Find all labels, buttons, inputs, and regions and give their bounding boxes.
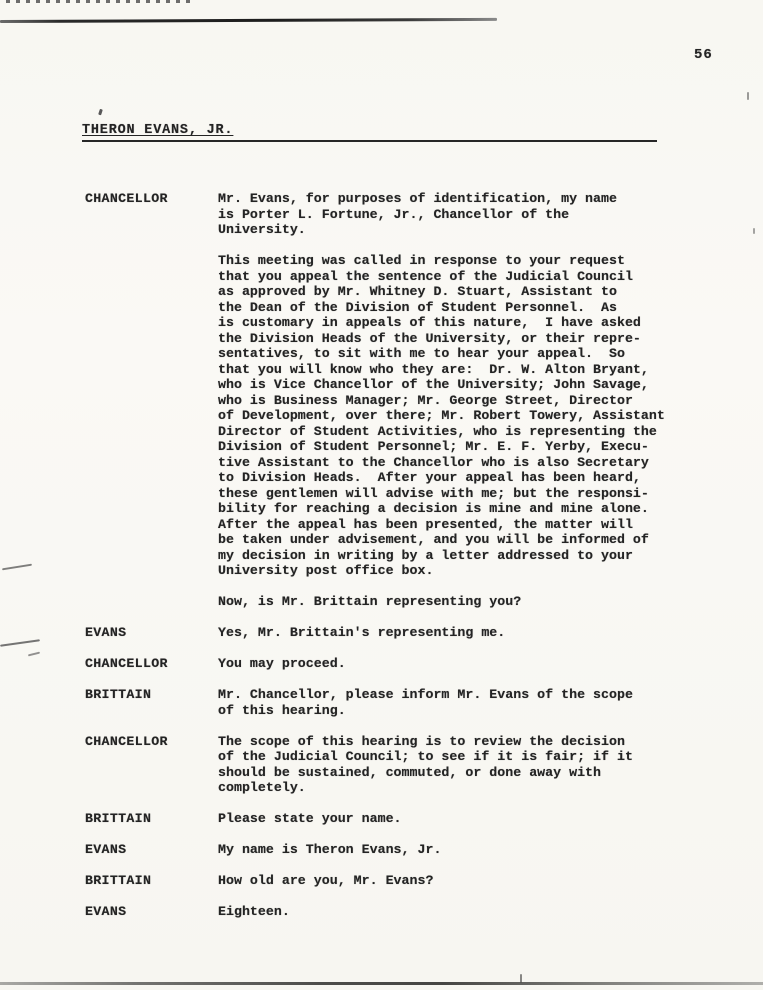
- speech-paragraph: How old are you, Mr. Evans?: [218, 873, 434, 888]
- scan-artifact: [747, 92, 749, 100]
- hearing-transcript: [85, 191, 705, 935]
- page-number: 56: [694, 47, 713, 63]
- speaker-label: CHANCELLOR: [85, 656, 168, 671]
- speech-text: [218, 734, 705, 812]
- speech-paragraph: You may proceed.: [218, 656, 346, 671]
- transcript-entry: [85, 873, 705, 904]
- speaker-label: BRITTAIN: [85, 811, 152, 826]
- speaker-label: BRITTAIN: [85, 873, 152, 888]
- scan-artifact: [753, 228, 755, 234]
- speech-paragraph: The scope of this hearing is to review the decision of the Judicial Council; to see if it is fair; if it should be sustained, commuted, or done away with completely.: [218, 733, 633, 795]
- speech-text: [218, 656, 705, 687]
- speech-text: [218, 904, 705, 935]
- speech-text: [218, 191, 705, 625]
- speech-paragraph: Mr. Chancellor, please inform Mr. Evans of the scope of this hearing.: [218, 687, 633, 718]
- speaker-label: EVANS: [85, 625, 127, 640]
- scan-artifact: [98, 109, 102, 115]
- transcript-entry: [85, 904, 705, 935]
- speech-paragraph: Please state your name.: [218, 811, 402, 826]
- speech-paragraph: My name is Theron Evans, Jr.: [218, 842, 442, 857]
- transcript-entry: [85, 625, 705, 656]
- transcript-entry: [85, 811, 705, 842]
- speech-text: [218, 811, 705, 842]
- speech-text: [218, 842, 705, 873]
- bottom-horizontal-rule: [0, 982, 763, 985]
- transcript-entry: [85, 656, 705, 687]
- speech-paragraph: Mr. Evans, for purposes of identification, my name is Porter L. Fortune, Jr., Chancellor of the University.: [218, 191, 617, 237]
- speech-paragraph: Eighteen.: [218, 904, 290, 919]
- speech-text: [218, 625, 705, 656]
- speaker-label: CHANCELLOR: [85, 733, 168, 749]
- speech-paragraph: This meeting was called in response to your request that you appeal the sentence of the Judicial Council as approved by Mr. Whitney D. Stuart, Assistant to the Dean of the Division of Student Personnel. As is customary in appeals of this nature, I have asked the Division Heads of the University, or their repre- sentatives, to sit with me to hear your appeal. So that you will know who they are: Dr. W. Alton Bryant, who is Vice Chancellor of the University; John Savage, who is Business Manager; Mr. George Street, Director of Development, over there; Mr. Robert Towery, Assistant Director of Student Activities, who is representing the Division of Student Personnel; Mr. E. F. Yerby, Execu- tive Assistant to the Chancellor who is also Secretary to Division Heads. After your appeal has been heard, these gentlemen will advise with me; but the responsi- bility for reaching a decision is mine and mine alone. After the appeal has been presented, the matter will be taken under advisement, and you will be informed of my decision in writing by a letter addressed to your University post office box.: [218, 253, 665, 578]
- transcript-entry: [85, 687, 705, 734]
- transcript-entry: [85, 734, 705, 812]
- transcript-entry: [85, 191, 705, 625]
- speech-paragraph: Yes, Mr. Brittain's representing me.: [218, 625, 506, 640]
- transcript-entry: [85, 842, 705, 873]
- document-heading: THERON EVANS, JR.: [82, 123, 657, 142]
- scan-edge-dots: [6, 0, 196, 3]
- speech-paragraph: Now, is Mr. Brittain representing you?: [218, 594, 522, 609]
- speaker-label: EVANS: [85, 904, 127, 919]
- scan-artifact: [2, 564, 32, 571]
- scan-artifact: [28, 652, 40, 657]
- scan-artifact: [0, 639, 40, 647]
- speech-text: [218, 873, 705, 904]
- speaker-label: CHANCELLOR: [85, 191, 168, 206]
- speech-text: [218, 687, 705, 734]
- top-horizontal-rule: [0, 18, 497, 23]
- speaker-label: EVANS: [85, 842, 127, 857]
- speaker-label: BRITTAIN: [85, 687, 152, 702]
